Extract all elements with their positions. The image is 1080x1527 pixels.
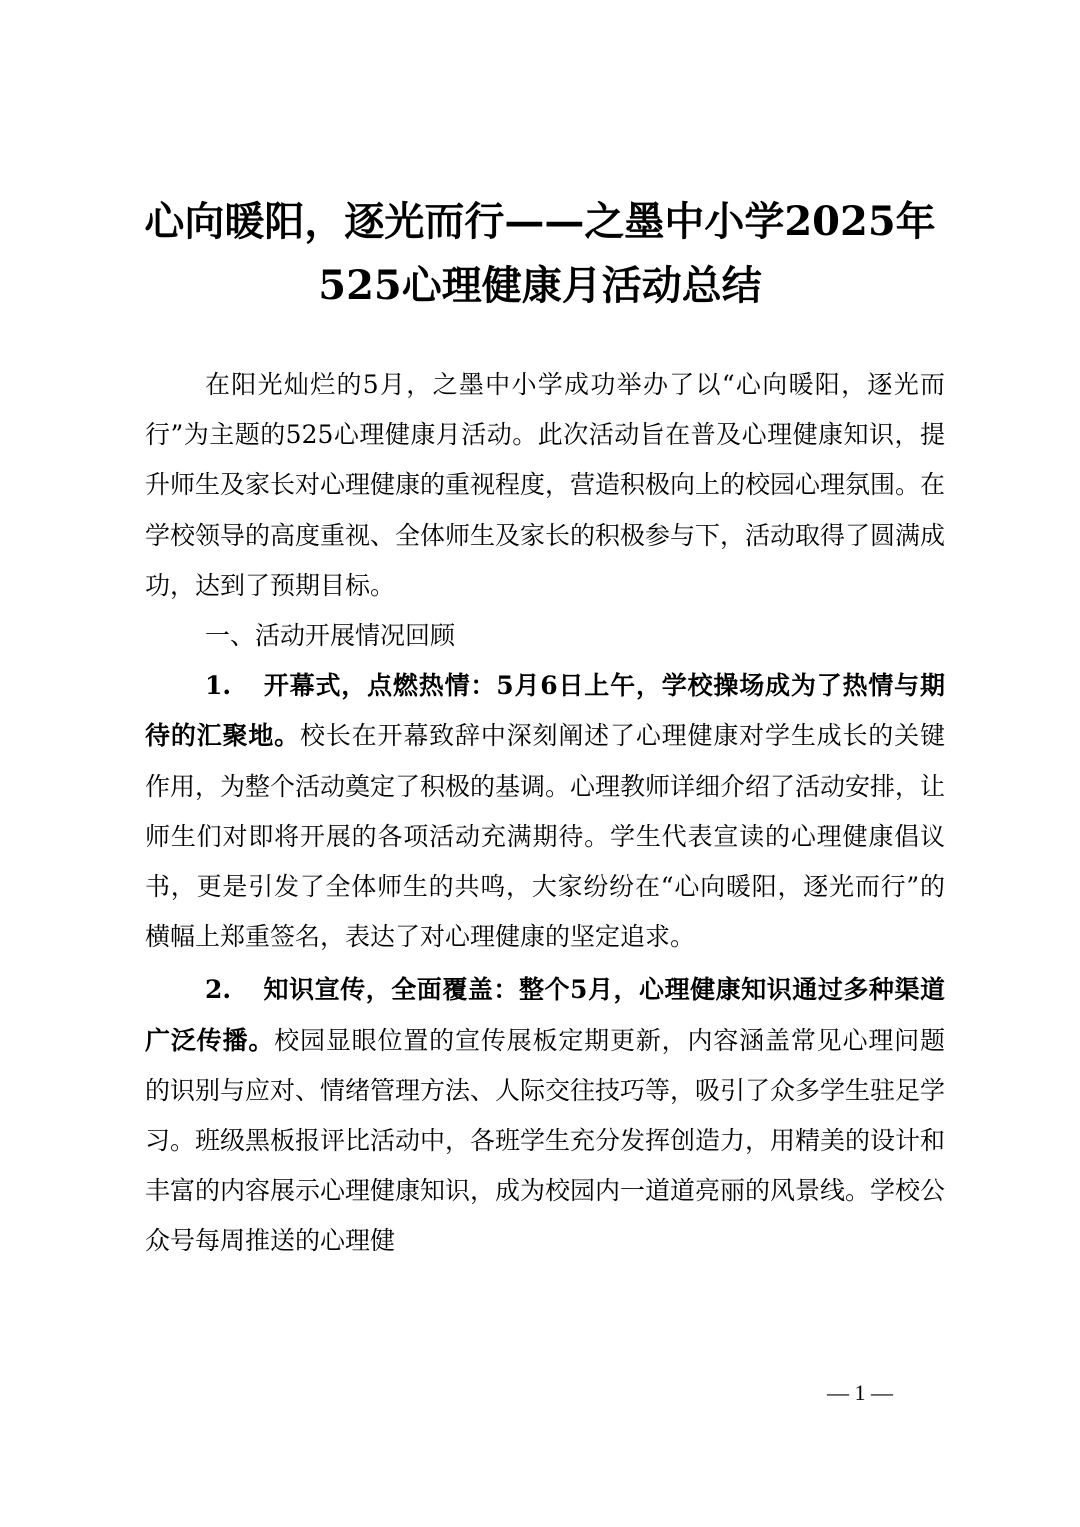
intro-paragraph: 在阳光灿烂的5月，之墨中小学成功举办了以“心向暖阳，逐光而行”为主题的525心理健康月活动。此次活动旨在普及心理健康知识，提升师生及家长对心理健康的重视程度，营造积极向上的校园心理氛围。在学校领导的高度重视、全体师生及家长的积极参与下，活动取得了圆满成功，达到了预期目标。	[145, 370, 946, 600]
item-2-paragraph	[145, 965, 945, 1266]
page-number: — 1 —	[827, 1380, 893, 1405]
item-2-number: 2.	[205, 975, 232, 1005]
item-2-text: 校园显眼位置的宣传展板定期更新，内容涵盖常见心理问题的识别与应对、情绪管理方法、人际交往技巧等，吸引了众多学生驻足学习。班级黑板报评比活动中，各班学生充分发挥创造力，用精美的设计和丰富的内容展示心理健康知识，成为校园内一道道亮丽的风景线。学校公众号每周推送的心理健	[145, 1025, 946, 1256]
document-title-line-1: 心向暖阳，逐光而行——之墨中小学2025年	[144, 198, 936, 245]
item-1-paragraph	[145, 661, 945, 962]
item-2-lead: 知识宣传，全面覆盖：整个5月，心理健康知识通过多种渠道广泛传播。	[145, 975, 945, 1055]
item-1-lead: 开幕式，点燃热情：5月6日上午，学校操场成为了热情与期待的汇聚地。	[145, 671, 945, 751]
section-heading: 一、活动开展情况回顾	[205, 621, 456, 651]
document-title-line-2: 525心理健康月活动总结	[318, 262, 762, 309]
item-1-number: 1.	[205, 671, 232, 701]
item-1-text: 校长在开幕致辞中深刻阐述了心理健康对学生成长的关键作用，为整个活动奠定了积极的基调。心理教师详细介绍了活动安排，让师生们对即将开展的各项活动充满期待。学生代表宣读的心理健康倡议书，更是引发了全体师生的共鸣，大家纷纷在“心向暖阳，逐光而行”的横幅上郑重签名，表达了对心理健康的坚定追求。	[145, 721, 946, 952]
document-body	[145, 360, 945, 1267]
